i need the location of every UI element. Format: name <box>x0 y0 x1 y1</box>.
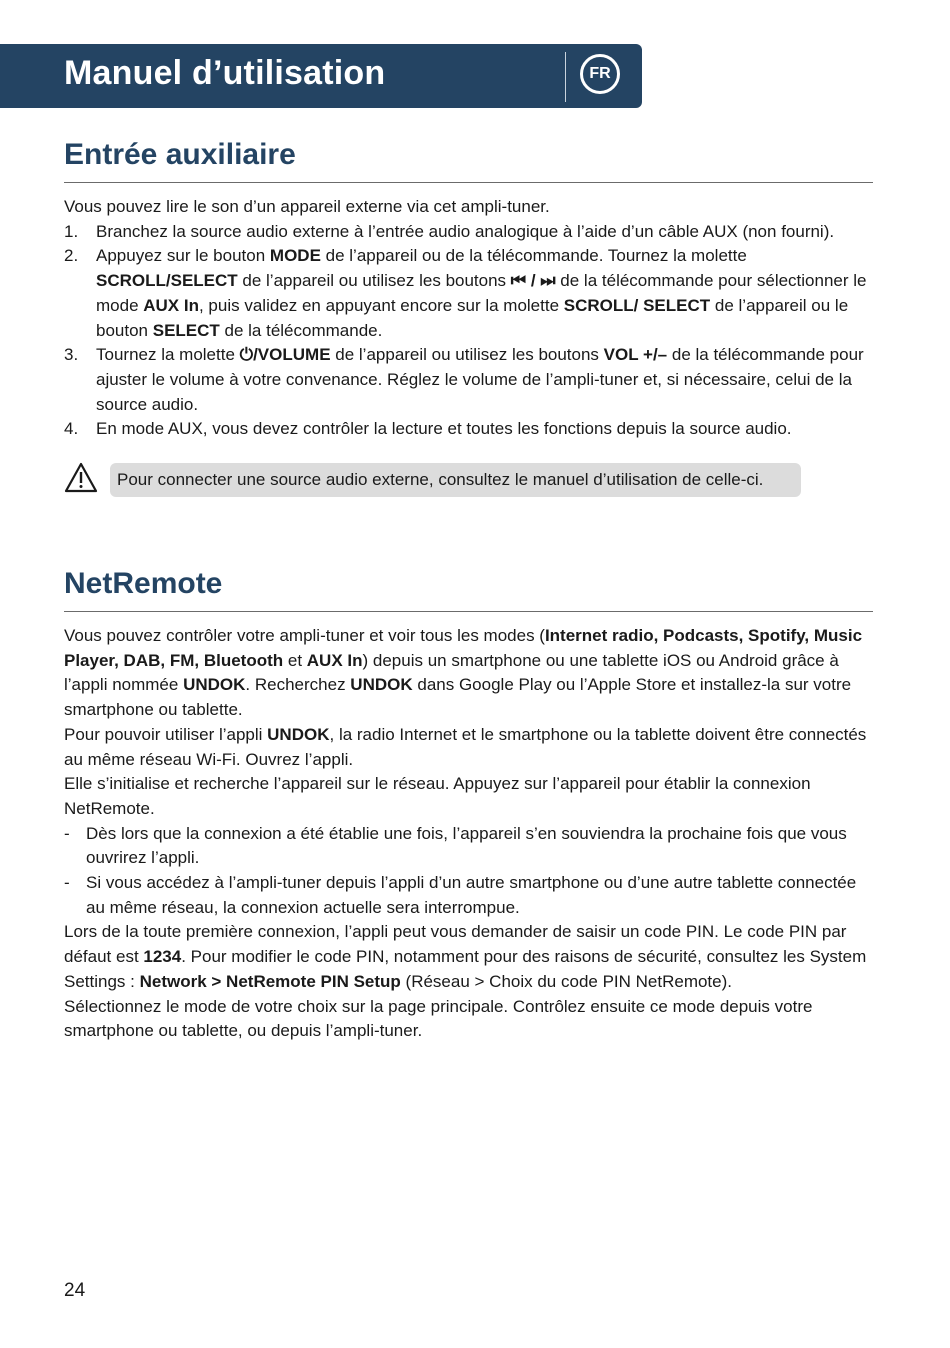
paragraph <box>64 723 876 772</box>
text: (Réseau > Choix du code PIN NetRemote). <box>400 971 732 991</box>
bold-text: Network > NetRemote PIN Setup <box>139 971 401 991</box>
aux-body <box>64 195 876 442</box>
text: ) depuis un smartphone ou une tablette iOS ou Android grâce à l’appli nommée <box>64 650 839 695</box>
text: Vous pouvez contrôler votre ampli-tuner et voir tous les modes ( <box>64 626 545 645</box>
paragraph <box>64 920 876 994</box>
paragraph <box>64 624 876 723</box>
step-text: En mode AUX, vous devez contrôler la lecture et toutes les fonctions depuis la source audio. <box>96 419 792 439</box>
paragraph: Elle s’initialise et recherche l’appareil sur le réseau. Appuyez sur l’appareil pour établir la connexion NetRemote. <box>64 774 811 818</box>
step-text: Branchez la source audio externe à l’entrée audio analogique à l’aide d’un câble AUX (non fourni). <box>96 221 835 241</box>
bold-text: 1234 <box>143 947 182 967</box>
step-bold: MODE <box>269 246 321 266</box>
section-title-netremote: NetRemote <box>64 567 223 600</box>
warning-icon <box>64 462 98 494</box>
note-box: Pour connecter une source audio externe, consultez le manuel d’utilisation de celle-ci. <box>110 463 801 497</box>
skip-buttons-icon: ⏮ / ⏭ <box>510 271 556 291</box>
dash-bullet: - <box>64 823 70 843</box>
dash-bullet: - <box>64 873 70 893</box>
step-number: 2. <box>64 246 79 266</box>
text: . Recherchez <box>245 675 351 695</box>
step-text: , puis validez en appuyant encore sur la molette <box>198 295 564 315</box>
header-divider <box>565 52 566 102</box>
section-rule-netremote <box>64 611 873 612</box>
language-label: FR <box>589 65 611 82</box>
page-title: Manuel d’utilisation <box>64 54 386 92</box>
list-item <box>64 822 876 871</box>
step-text: de l’appareil ou utilisez les boutons <box>330 345 604 365</box>
step-text: de l’appareil ou de la télécommande. Tournez la molette <box>320 246 747 266</box>
step-bold: SCROLL/ SELECT <box>563 295 711 315</box>
list-item <box>64 343 876 417</box>
text: Lors de la toute première connexion, l’appli peut vous demander de saisir un code PIN. Le code PIN par défaut est <box>64 922 847 967</box>
text: dans Google Play ou l’Apple Store et installez-la sur votre smartphone ou tablette. <box>64 675 852 720</box>
step-text: de la télécommande. <box>219 320 383 340</box>
text: , la radio Internet et le smartphone ou la tablette doivent être connectés au même réseau Wi-Fi. Ouvrez l’appli. <box>64 724 867 769</box>
bold-text: UNDOK <box>350 675 413 695</box>
step-bold: AUX In <box>143 295 199 315</box>
list-item <box>64 417 876 442</box>
step-bold: ⏻/VOLUME <box>239 345 331 365</box>
step-text: de la télécommande pour sélectionner le mode <box>96 271 867 315</box>
bold-text: UNDOK <box>267 724 330 744</box>
step-number: 1. <box>64 221 79 241</box>
bullet-text: Dès lors que la connexion a été établie une fois, l’appareil s’en souviendra la prochaine fois que vous ouvrirez l’appli. <box>86 823 847 868</box>
bold-text: UNDOK <box>183 675 246 695</box>
list-item <box>64 244 876 343</box>
step-text: Tournez la molette <box>96 345 240 365</box>
bold-text: Internet radio, Podcasts, Spotify, Music Player, DAB, FM, Bluetooth <box>64 626 863 670</box>
step-text: de l’appareil ou utilisez les boutons <box>237 271 511 291</box>
step-text: de l’appareil ou le bouton <box>96 295 849 340</box>
bullet-text: Si vous accédez à l’ampli-tuner depuis l’appli d’un autre smartphone ou d’une autre tablette connectée au même réseau, la connexion actuelle sera interrompue. <box>86 873 857 917</box>
list-item <box>64 220 876 245</box>
paragraph: Sélectionnez le mode de votre choix sur la page principale. Contrôlez ensuite ce mode depuis votre smartphone ou tablette, ou depuis l’ampli-tuner. <box>64 996 813 1041</box>
step-bold: SCROLL/SELECT <box>96 271 238 291</box>
language-badge <box>580 54 620 94</box>
text: Pour pouvoir utiliser l’appli <box>64 724 268 744</box>
step-number: 4. <box>64 419 79 439</box>
page-number: 24 <box>64 1280 86 1301</box>
text: . Pour modifier le code PIN, notamment pour des raisons de sécurité, consultez les System Settings : <box>64 947 867 991</box>
netremote-bullets <box>64 822 876 921</box>
step-bold: VOL +/– <box>603 345 668 365</box>
step-text: Appuyez sur le bouton <box>96 246 270 266</box>
bold-text: AUX In <box>306 650 363 670</box>
text: et <box>283 650 307 670</box>
step-bold: SELECT <box>152 320 220 340</box>
aux-intro: Vous pouvez lire le son d’un appareil externe via cet ampli-tuner. <box>64 197 550 216</box>
list-item <box>64 871 876 920</box>
section-title-aux: Entrée auxiliaire <box>64 138 296 171</box>
netremote-body <box>64 624 876 1044</box>
step-number: 3. <box>64 345 79 365</box>
aux-steps <box>64 220 876 442</box>
step-text: de la télécommande pour ajuster le volume à votre convenance. Réglez le volume de l’ampli-tuner et, si nécessaire, celui de la source audio. <box>96 345 864 414</box>
section-rule-aux <box>64 182 873 183</box>
